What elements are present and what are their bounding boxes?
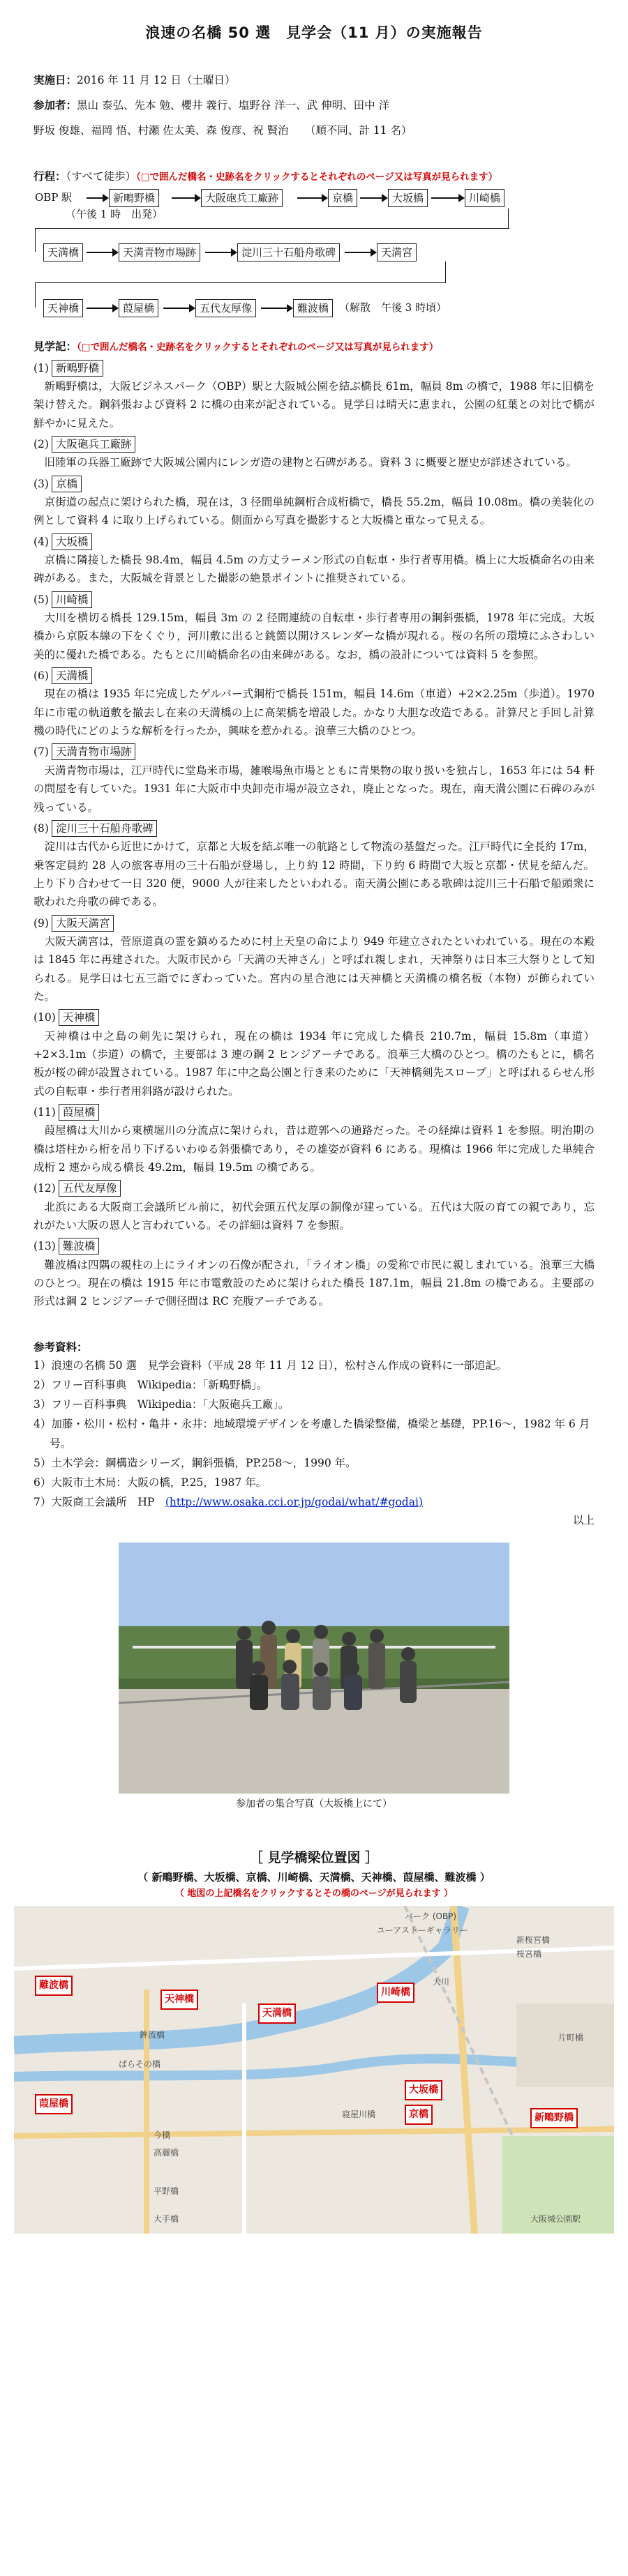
report-label: 見学記：	[33, 340, 77, 354]
route-start: OBP 駅	[35, 191, 73, 204]
route-arrow	[297, 197, 327, 199]
map-place-shinsakuranomiya: 新桜宮橋	[516, 1934, 551, 1945]
report-item-link[interactable]: 京橋	[52, 476, 82, 492]
report-item-number: (11)	[33, 1106, 56, 1119]
report-item-heading	[33, 475, 595, 493]
route-stop-tenjinbashi[interactable]: 天神橋	[43, 299, 83, 317]
report-item-link[interactable]: 大阪砲兵工廠跡	[52, 436, 136, 453]
map-label-shinshiginobashi[interactable]: 新鴫野橋	[530, 2108, 578, 2128]
route-stop-godai-statue[interactable]: 五代友厚像	[195, 299, 256, 317]
report-item-text: 新鴫野橋は，大阪ビジネスパーク（OBP）駅と大阪城公園を結ぶ橋長 61m，幅員 8m の橋で，1988 年に旧橋を架け替えた。鋼斜張および資料 2 に橋の由来が記されている。見学日は晴天に恵まれ，公園の紅葉との対比で橋が鮮やかに見えた。	[33, 379, 595, 430]
map-label-naniwabashi[interactable]: 難波橋	[35, 1976, 73, 1996]
report-item-heading	[33, 1237, 595, 1255]
report-item-text: 天満青物市場は，江戸時代に堂島米市場，雑喉場魚市場とともに青果物の取り扱いを独占し，1653 年には 54 軒の問屋を有していた。1931 年に大阪市中央卸売市場が設立され，廃止となった。現在，南天満公園に石碑のみが残っている。	[33, 764, 595, 814]
route-diagram	[33, 186, 595, 374]
references-label: 参考資料：	[33, 1340, 88, 1354]
map-place-koraibashi: 高麗橋	[154, 2147, 179, 2158]
map-label-yoshiyabashi[interactable]: 葭屋橋	[35, 2094, 73, 2114]
route-end-text: （解散 午後 3 時頃）	[339, 301, 447, 315]
report-item-text: 京街道の起点に架けられた橋，現在は，3 径間単純鋼桁合成桁橋で，橋長 55.2m，幅員 10.08m。橋の美装化の例として資料 4 に取り上げられている。側面から写真を撮影すると大坂橋と重なって見える。	[33, 496, 595, 527]
route-stop-naniwabashi[interactable]: 難波橋	[293, 299, 333, 317]
route-stop-yoshiyabashi[interactable]: 葭屋橋	[119, 299, 158, 317]
route-stop-hoheikosho[interactable]: 大阪砲兵工廠跡	[201, 189, 283, 207]
route-arrow	[163, 308, 194, 309]
report-item-link[interactable]: 天満青物市場跡	[52, 743, 136, 760]
report-item-link[interactable]: 難波橋	[59, 1238, 100, 1255]
route-arrow	[205, 252, 236, 253]
map-label-kawasakibashi[interactable]: 川崎橋	[377, 1983, 414, 2003]
participants	[33, 93, 595, 143]
reference-item: 5）土木学会：鋼構造シリーズ，鋼斜張橋，PP.258～，1990 年。	[33, 1456, 357, 1469]
report-item-number: (5)	[33, 593, 49, 606]
reference-item: 3）フリー百科事典 Wikipedia：「大阪砲兵工廠」。	[33, 1398, 290, 1411]
itinerary-label: 行程：	[33, 170, 66, 183]
map-place-obp: パーク (OBP)	[405, 1911, 457, 1921]
reference-item: 4）加藤・松川・松村・亀井・永井：地域環境デザインを考慮した橋梁整備，橋梁と基礎，PP.16～，1982 年 6 月号。	[33, 1418, 590, 1450]
report-item-number: (6)	[33, 669, 49, 683]
report-item-link[interactable]: 大阪天満宮	[52, 915, 114, 932]
route-arrow	[87, 308, 117, 309]
report-item-text: 淀川は古代から近世にかけて，京都と大坂を結ぶ唯一の航路として物流の基盤だった。江戸時代に全長約 17m，乗客定員約 28 人の旅客専用の三十石船が登場し，上り約 12 時間，下り約 6 時間で大坂と京都・伏見を結んだ。上り下り合わせて一日 320 便，9000 人が往来したといわれる。南天満公園にある歌碑は淀川三十石船で船頭衆に歌われた舟歌の碑である。	[33, 840, 595, 909]
map-place-hiranobashi: 平野橋	[154, 2185, 179, 2196]
date-value: 2016 年 11 月 12 日（土曜日）	[77, 73, 236, 86]
reference-item: 2）フリー百科事典 Wikipedia：「新鴫野橋」。	[33, 1379, 268, 1392]
route-connector	[508, 209, 509, 229]
route-stop-kawasakibashi[interactable]: 川崎橋	[465, 189, 504, 207]
group-photo-image	[119, 1543, 509, 1794]
map-place-sakuranomiya: 桜宮橋	[516, 1948, 542, 1959]
route-connector	[35, 228, 36, 252]
route-start-time: （午後 1 時 出発）	[66, 208, 163, 221]
report-item-heading	[33, 1179, 595, 1197]
report-item-link[interactable]: 天満橋	[52, 667, 93, 684]
report-item-number: (12)	[33, 1182, 56, 1195]
map-place-gallery: ユーアストーギャラリー	[377, 1925, 468, 1935]
report-item-number: (7)	[33, 745, 49, 759]
route-stop-aomono-ichiba[interactable]: 天満青物市場跡	[119, 243, 200, 262]
route-stop-tenmangu[interactable]: 天満宮	[377, 243, 417, 262]
report-item-heading	[33, 819, 595, 838]
godai-link[interactable]: (http://www.osaka.cci.or.jp/godai/what/#godai)	[165, 1495, 423, 1508]
map-click-note: （ 地図の上記橋名をクリックするとその橋のページが見られます ）	[174, 1888, 454, 1900]
report-item-number: (1)	[33, 361, 49, 374]
map-place-neyagawa: 寝屋川橋	[342, 2109, 376, 2119]
report-item-text: 現在の橋は 1935 年に完成したゲルバー式鋼桁で橋長 151m，幅員 14.6m（車道）+2×2.25m（歩道）。1970 年に市電の軌道敷を撤去し在来の天満橋の上に高架橋を増設した。かなり大胆な改造である。計算尺と手回し計算機の時代にどのような解析を行ったか，興味を惹かれる。浪華三大橋のひとつ。	[33, 688, 595, 738]
map-label-kyobashi[interactable]: 京橋	[405, 2105, 433, 2125]
reference-item-7	[33, 1493, 595, 1513]
map-subtitle: （ 新鴫野橋、大坂橋、京橋、川崎橋、天満橋、天神橋、葭屋橋、難波橋 ）	[137, 1871, 491, 1884]
route-stop-tenmabashi[interactable]: 天満橋	[43, 243, 83, 262]
report-item-heading	[33, 533, 595, 551]
map-label-osakabashi[interactable]: 大坂橋	[405, 2080, 442, 2100]
route-arrow	[431, 197, 463, 199]
references-list	[33, 1356, 595, 1492]
report-item-text: 難波橋は四隅の親柱の上にライオンの石像が配され，「ライオン橋」の愛称で市民に親しまれている。浪華三大橋のひとつ。現在の橋は 1915 年に市電敷設のために架けられた橋長 187.1m，幅員 21.8m の橋である。主要部の形式は鋼 2 ヒンジアーチで側径間は RC 充腹アーチである。	[33, 1258, 595, 1308]
report-item-heading	[33, 1008, 595, 1026]
report-click-note: （□で囲んだ橋名・史跡名をクリックするとそれぞれのページ又は写真が見られます）	[77, 342, 439, 354]
report-item-heading	[33, 743, 595, 761]
report-item-link[interactable]: 葭屋橋	[59, 1104, 100, 1121]
map-place-parasol: ぱらその橋	[119, 2059, 161, 2069]
reference-item: 6）大阪市土木局：大阪の橋，P.25，1987 年。	[33, 1476, 267, 1489]
report-item-number: (2)	[33, 437, 49, 450]
map-place-hokonagashi: 鉾流橋	[140, 2029, 165, 2040]
route-arrow	[87, 252, 117, 253]
map-label-tenmabashi[interactable]: 天満橋	[258, 2003, 296, 2024]
bridge-location-map	[14, 1906, 614, 2234]
report-item-number: (4)	[33, 535, 49, 548]
route-arrow	[87, 197, 107, 199]
map-place-imabashi: 今橋	[154, 2130, 171, 2140]
report-item-text: 大川を横切る橋長 129.15m，幅員 3m の 2 径間連続の自転車・歩行者専用の鋼斜張橋，1978 年に完成。大坂橋から京阪本線の下をくぐり，河川敷に出ると銚箇以開けスレンダーな橋が現れる。桜の名所の環境にふさわしい美的に優れた橋である。たもとに川崎橋命名の由来碑がある。なお，橋の設計については資料 5 を参照。	[33, 612, 595, 661]
report-item-link[interactable]: 天神橋	[59, 1009, 100, 1026]
page-title: 浪速の名橋 50 選 見学会（11 月）の実施報告	[145, 24, 483, 41]
route-stop-shinshigino[interactable]: 新鴫野橋	[109, 189, 159, 207]
references	[33, 1339, 595, 1530]
date-row	[33, 72, 595, 90]
itinerary	[33, 168, 595, 374]
report-item-link[interactable]: 新鴫野橋	[52, 360, 103, 377]
report-item-text: 大阪天満宮は，菅原道真の霊を鎮めるために村上天皇の命により 949 年建立されたといわれている。現在の本殿は 1845 年に再建された。大阪市民から「天満の天神さん」と呼ばれ親しまれ，天神祭りは日本三大祭りとして知られる。見学日は七五三詣でにぎわっていた。宮内の星合池には天神橋と天満橋の橋名板（本物）が飾られていた。	[33, 934, 595, 1003]
photo-caption: 参加者の集合写真（大坂橋上にて）	[236, 1798, 392, 1810]
route-connector	[35, 282, 445, 283]
map-place-osakajokoen: 大阪城公園駅	[530, 2213, 581, 2224]
report-item-text: 京橋に隣接した橋長 98.4m，幅員 4.5m の方丈ラーメン形式の自転車・歩行者専用橋。橋上に大坂橋命名の由来碑がある。また，大阪城を背景とした撮影の絶景ポイントに推奨されている。	[33, 554, 595, 585]
map-place-okawa: 大川	[433, 1976, 450, 1987]
route-stop-funauta[interactable]: 淀川三十石船舟歌碑	[237, 243, 340, 262]
report-item-heading	[33, 435, 595, 453]
map-place-katamachi: 片町橋	[558, 2032, 584, 2043]
report-item-number: (8)	[33, 821, 49, 835]
route-arrow	[172, 197, 200, 199]
report-section	[33, 338, 595, 1311]
report-item-text: 北浜にある大阪商工会議所ビル前に，初代会頭五代友厚の銅像が建っている。五代は大阪の育ての親であり，忘れがたい大阪の恩人と言われている。その詳細は資料 7 を参照。	[33, 1200, 595, 1232]
report-item-heading	[33, 667, 595, 685]
participants-label: 参加者：	[33, 99, 77, 112]
report-item-link[interactable]: 川崎橋	[52, 591, 93, 608]
report-item-number: (10)	[33, 1011, 56, 1024]
route-connector	[35, 282, 36, 308]
report-items	[33, 359, 595, 1311]
route-arrow	[360, 197, 387, 199]
route-arrow	[345, 252, 375, 253]
report-item-heading	[33, 914, 595, 932]
itinerary-note: （すべて徒歩）	[66, 170, 136, 183]
report-item-text: 旧陸軍の兵器工廠跡で大阪城公園内にレンガ造の建物と石碑がある。資料 3 に概要と歴史が詳述されている。	[44, 456, 577, 469]
report-item-link[interactable]: 五代友厚像	[59, 1180, 121, 1197]
report-item-number: (3)	[33, 477, 49, 490]
reference-item: 1）浪速の名橋 50 選 見学会資料（平成 28 年 11 月 12 日），松村さん作成の資料に一部追記。	[33, 1359, 507, 1372]
itinerary-click-note: （□で囲んだ橋名・史跡名をクリックするとそれぞれのページ又は写真が見られます）	[135, 172, 498, 183]
date-label: 実施日：	[33, 73, 77, 86]
route-connector	[445, 262, 446, 283]
report-item-heading	[33, 591, 595, 609]
end-mark: 以上	[572, 1514, 595, 1527]
map-label-tenjinbashi[interactable]: 天神橋	[160, 1990, 198, 2010]
participants-line2: 野坂 俊雄、福岡 悟、村瀬 佐太美、森 俊彦、祝 賢治 （順不同、計 11 名）	[33, 123, 412, 137]
report-item-text: 天神橋は中之島の剣先に架けられ，現在の橋は 1934 年に完成した橋長 210.7m，幅員 15.8m（車道）+2×3.1m（歩道）の橋で，主要部は 3 連の鋼 2 ヒンジアーチである。浪華三大橋のひとつ。橋のたもとに，橋名板が桜の碑が設置されている。1987 年に中之島公園と行き来のために「天神橋剣先スロープ」と呼ばれるらせん形式の自転車・歩行者用斜路が設けられた。	[33, 1029, 595, 1098]
report-item-number: (9)	[33, 916, 49, 930]
group-photo[interactable]	[119, 1543, 509, 1794]
report-item-heading	[33, 1103, 595, 1121]
report-item-text: 葭屋橋は大川から東横堀川の分流点に架けられ，昔は遊郭への通路だった。その経緯は資料 1 を参照。明治期の橋は塔柱から桁を吊り下げるいわゆる斜張橋であり，その雄姿が資料 6 にある。現橋は 1966 年に完成した単純合成桁 2 連から成る橋長 49.2m，幅員 19.5m の橋である。	[33, 1124, 595, 1174]
map-place-ote: 大手橋	[154, 2213, 179, 2224]
reference-7-text: 7）大阪商工会議所 HP	[33, 1495, 165, 1508]
route-connector	[35, 228, 509, 229]
route-arrow	[261, 308, 292, 309]
report-item-number: (13)	[33, 1240, 56, 1253]
route-stop-kyobashi[interactable]: 京橋	[328, 189, 357, 207]
report-item-link[interactable]: 淀川三十石船舟歌碑	[52, 820, 158, 837]
participants-line1: 黒山 泰弘、先本 勉、櫻井 義行、塩野谷 洋一、武 伸明、田中 洋	[77, 99, 390, 112]
map-title: ［ 見学橋梁位置図 ］	[249, 1850, 379, 1866]
map-header	[33, 1847, 595, 1902]
route-stop-osakabashi[interactable]: 大坂橋	[388, 189, 428, 207]
report-item-link[interactable]: 大坂橋	[52, 533, 93, 550]
